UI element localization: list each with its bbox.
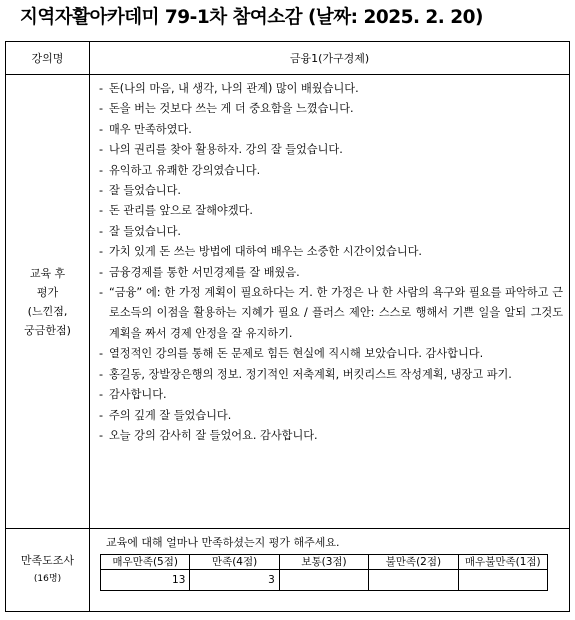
feedback-text: 유익하고 유쾌한 강의였습니다. — [109, 163, 261, 177]
feedback-item — [99, 181, 563, 201]
feedback-list — [99, 79, 563, 446]
feedback-item — [99, 406, 563, 426]
feedback-text: “금융” 에: 한 가정 계획이 필요하다는 거. 한 가정은 나 한 사람의 욕구와 필요를 파악하고 근로소득의 이점을 활용하는 지혜가 필요 / 플러스 제안: 스스로 행해서 기쁜 일을 알되 그것도 계획을 짜서 경제 안정을 잘 유지하기. — [109, 286, 563, 340]
feedback-label-line: (느낀점, — [27, 304, 68, 318]
feedback-body-cell — [90, 75, 570, 529]
feedback-text: 오늘 강의 감사히 잘 들었어요. 감사합니다. — [109, 428, 318, 442]
feedback-text: 나의 권리를 찾아 활용하자. 강의 잘 들었습니다. — [109, 143, 343, 157]
satisfaction-label-cell — [6, 529, 90, 612]
feedback-text: 감사합니다. — [109, 388, 167, 402]
feedback-item — [99, 283, 563, 344]
feedback-item — [99, 242, 563, 262]
rating-column-header: 매우불만족(1점) — [458, 555, 547, 570]
feedback-text: 홍길동, 장발장은행의 정보. 정기적인 저축계획, 버킷리스트 작성계획, 냉장고 파기. — [109, 367, 512, 381]
dash-marker: - — [99, 204, 104, 218]
rating-column-header: 매우만족(5점) — [101, 555, 190, 570]
satisfaction-value-row — [101, 570, 548, 591]
header-left-cell: 강의명 — [6, 42, 90, 75]
rating-count-cell: 13 — [101, 570, 190, 591]
dash-marker: - — [99, 82, 104, 95]
rating-count-cell: 3 — [190, 570, 279, 591]
feedback-item — [99, 140, 563, 160]
respondent-count: (16명) — [33, 574, 62, 584]
satisfaction-table — [100, 554, 548, 591]
feedback-label-cell — [6, 75, 90, 529]
feedback-item — [99, 161, 563, 181]
rating-column-header: 만족(4점) — [190, 555, 279, 570]
dash-marker: - — [99, 143, 104, 157]
rating-count-cell — [458, 570, 547, 591]
feedback-item — [99, 201, 563, 221]
feedback-item — [99, 426, 563, 446]
rating-count-cell — [369, 570, 458, 591]
page-title: 지역자활아카데미 79-1차 참여소감 (날짜: 2025. 2. 20) — [20, 7, 483, 28]
feedback-label-line: 교육 후 — [29, 266, 66, 280]
satisfaction-body-cell — [90, 529, 570, 612]
feedback-text: 가치 있게 돈 쓰는 방법에 대하여 배우는 소중한 시간이었습니다. — [109, 245, 422, 259]
dash-marker: - — [99, 102, 104, 116]
rating-count-cell — [279, 570, 368, 591]
feedback-text: 잘 들었습니다. — [109, 184, 181, 198]
feedback-item — [99, 385, 563, 405]
dash-marker: - — [99, 163, 104, 177]
header-row — [6, 42, 570, 75]
feedback-item — [99, 365, 563, 385]
dash-marker: - — [99, 347, 104, 361]
rating-column-header: 불만족(2점) — [369, 555, 458, 570]
feedback-text: 매우 만족하였다. — [109, 122, 192, 136]
dash-marker: - — [99, 265, 104, 279]
survey-table — [5, 41, 570, 612]
feedback-text: 잘 들었습니다. — [109, 224, 181, 238]
dash-marker: - — [99, 367, 104, 381]
feedback-text: 돈을 버는 것보다 쓰는 게 더 중요함을 느꼈습니다. — [109, 102, 354, 116]
dash-marker: - — [99, 408, 104, 422]
dash-marker: - — [99, 388, 104, 402]
dash-marker: - — [99, 184, 104, 198]
feedback-label-line: 평가 — [36, 285, 59, 299]
feedback-item — [99, 344, 563, 364]
satisfaction-row — [6, 529, 570, 612]
dash-marker: - — [99, 122, 104, 136]
feedback-text: 돈 관리를 앞으로 잘해야겠다. — [109, 204, 253, 218]
rating-column-header: 보통(3점) — [279, 555, 368, 570]
satisfaction-header-row — [101, 555, 548, 570]
feedback-text: 주의 깊게 잘 들었습니다. — [109, 408, 232, 422]
dash-marker: - — [99, 286, 104, 300]
feedback-text: 돈(나의 마음, 내 생각, 나의 관계) 많이 배웠습니다. — [109, 82, 359, 95]
feedback-text: 금융경제를 통한 서민경제를 잘 배웠음. — [109, 265, 300, 279]
dash-marker: - — [99, 428, 104, 442]
satisfaction-label: 만족도조사 — [20, 554, 75, 567]
feedback-label-line: 궁금한점) — [24, 323, 71, 337]
feedback-text: 열정적인 강의를 통해 돈 문제로 힘든 현실에 직시해 보았습니다. 감사합니다. — [109, 347, 484, 361]
dash-marker: - — [99, 245, 104, 259]
feedback-row — [6, 75, 570, 529]
feedback-item — [99, 263, 563, 283]
dash-marker: - — [99, 224, 104, 238]
lecture-name-cell: 금융1(가구경제) — [90, 42, 570, 75]
feedback-item — [99, 79, 563, 99]
feedback-item — [99, 120, 563, 140]
satisfaction-question: 교육에 대해 얼마나 만족하셨는지 평가 해주세요. — [106, 536, 340, 549]
feedback-item — [99, 222, 563, 242]
feedback-item — [99, 99, 563, 119]
